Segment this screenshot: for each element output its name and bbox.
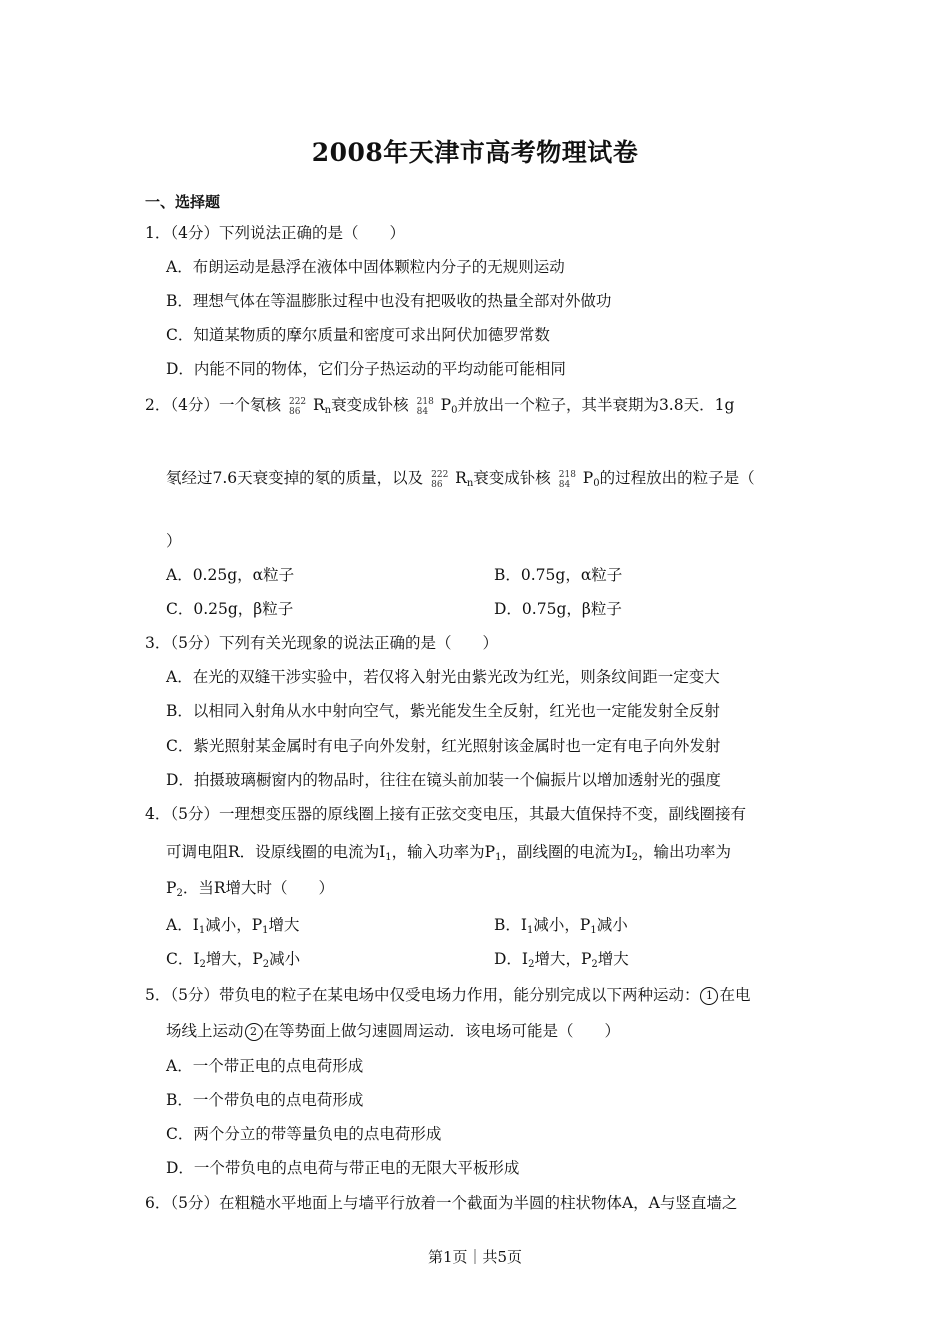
option-text: A．I [166, 916, 199, 934]
nuclide-subscript: n [466, 478, 474, 489]
q4-option-d [494, 948, 629, 970]
nuclide-symbol: P [440, 396, 452, 414]
q5-option-c: C．两个分立的带等量负电的点电荷形成 [166, 1125, 442, 1143]
option-text: 减小 [596, 916, 628, 934]
q2-option-b: B．0.75g，α粒子 [494, 566, 623, 584]
q4-text: 可调电阻R．设原线圈的电流为I [166, 843, 386, 861]
q2-option-a: A．0.25g，α粒子 [166, 566, 295, 584]
nuclide-symbol: R [312, 396, 325, 414]
nuclide-symbol: R [455, 469, 467, 487]
subscript: 2 [262, 959, 270, 970]
q2-text: 衰变成钋核 [473, 469, 551, 487]
option-text: 减小 [269, 950, 301, 968]
nuclide-mass-number: 222 [431, 470, 449, 480]
q4-text: P [166, 879, 177, 897]
nuclide-atomic-number: 84 [416, 407, 429, 417]
q2-stem-line2 [166, 467, 755, 489]
nuclide-atomic-number: 84 [558, 480, 571, 490]
subscript: 1 [527, 925, 534, 936]
section-heading: 一、选择题 [145, 193, 221, 211]
option-text: 增大，P [534, 950, 592, 968]
subscript: 2 [591, 959, 598, 970]
q2-text: 衰变成钋核 [331, 396, 409, 414]
subscript: 2 [199, 959, 206, 970]
q5-stem-line2 [166, 1020, 620, 1042]
q2-option-c: C．0.25g，β粒子 [166, 600, 294, 618]
q4-text: ．当R增大时（ ） [182, 879, 334, 897]
q3-option-b: B．以相同入射角从水中射向空气，紫光能发生全反射，红光也一定能发射全反射 [166, 702, 720, 720]
q1-option-a: A．布朗运动是悬浮在液体中固体颗粒内分子的无规则运动 [166, 258, 565, 276]
radon-nuclide [431, 467, 453, 489]
q5-option-d: D．一个带负电的点电荷与带正电的无限大平板形成 [166, 1159, 520, 1177]
q5-option-a: A．一个带正电的点电荷形成 [166, 1057, 364, 1075]
q4-stem-line2 [166, 841, 731, 863]
q6-stem-line1: 6．（5分）在粗糙水平地面上与墙平行放着一个截面为半圆的柱状物体A，A与竖直墙之 [145, 1194, 738, 1212]
nuclide-mass-number: 222 [288, 397, 307, 407]
nuclide-symbol: P [582, 469, 594, 487]
q5-stem-line1 [145, 984, 751, 1006]
q4-text: ，输入功率为P [391, 843, 496, 861]
nuclide-subscript: 0 [451, 405, 458, 416]
subscript: 1 [590, 925, 597, 936]
q3-option-d: D．拍摄玻璃橱窗内的物品时，往往在镜头前加装一个偏振片以增加透射光的强度 [166, 771, 721, 789]
subscript: 2 [631, 852, 638, 863]
nuclide-mass-number: 218 [416, 397, 434, 407]
option-text: D．I [494, 950, 529, 968]
q5-text: 5．（5分）带负电的粒子在某电场中仅受电场力作用，能分别完成以下两种运动： [145, 986, 700, 1004]
option-text: 增大，P [205, 950, 263, 968]
nuclide-mass-number: 218 [558, 470, 576, 480]
q4-text: ，副线圈的电流为I [501, 843, 632, 861]
q2-text: 2．（4分）一个氡核 [145, 396, 281, 414]
q3-option-c: C．紫光照射某金属时有电子向外发射，红光照射该金属时也一定有电子向外发射 [166, 737, 721, 755]
option-text: 增大 [268, 916, 300, 934]
page-footer: 第1页｜共5页 [427, 1248, 523, 1266]
subscript: 1 [385, 852, 392, 863]
q1-option-d: D．内能不同的物体，它们分子热运动的平均动能可能相同 [166, 360, 566, 378]
q4-option-c [166, 948, 300, 970]
polonium-nuclide [559, 467, 581, 489]
q5-option-b: B．一个带负电的点电荷形成 [166, 1091, 364, 1109]
q4-option-a [166, 914, 300, 936]
q4-stem-line3 [166, 877, 334, 899]
nuclide-atomic-number: 86 [431, 480, 443, 490]
circled-number-1: 1 [700, 987, 718, 1005]
q3-option-a: A．在光的双缝干涉实验中，若仅将入射光由紫光改为红光，则条纹间距一定变大 [166, 668, 720, 686]
q2-text: 并放出一个粒子，其半衰期为3.8天．1g [457, 396, 735, 414]
q5-text: 在电 [719, 986, 751, 1004]
q1-option-c: C．知道某物质的摩尔质量和密度可求出阿伏加德罗常数 [166, 326, 550, 344]
circled-number-2: 2 [245, 1023, 263, 1041]
q5-text: 场线上运动 [166, 1022, 244, 1040]
option-text: 增大 [597, 950, 629, 968]
nuclide-subscript: 0 [593, 478, 600, 489]
q4-text: ，输出功率为 [637, 843, 731, 861]
q5-text: 在等势面上做匀速圆周运动．该电场可能是（ ） [263, 1022, 621, 1040]
option-text: C．I [166, 950, 200, 968]
option-text: 减小，P [205, 916, 263, 934]
subscript: 1 [198, 925, 206, 936]
radon-nuclide [289, 394, 311, 416]
subscript: 1 [262, 925, 269, 936]
q2-text: 的过程放出的粒子是（ [599, 469, 755, 487]
q2-text: 氡经过7.6天衰变掉的氡的质量，以及 [166, 469, 424, 487]
nuclide-atomic-number: 86 [288, 407, 301, 417]
option-text: B．I [494, 916, 528, 934]
nuclide-subscript: n [324, 405, 332, 416]
page-title: 2008年天津市高考物理试卷 [311, 138, 639, 167]
q3-stem: 3．（5分）下列有关光现象的说法正确的是（ ） [145, 634, 498, 652]
q2-stem-line3: ） [166, 532, 182, 550]
option-text: 减小，P [533, 916, 591, 934]
q4-option-b [494, 914, 628, 936]
subscript: 2 [176, 888, 183, 899]
subscript: 1 [495, 852, 502, 863]
q1-stem: 1．（4分）下列说法正确的是（ ） [145, 224, 405, 242]
q4-stem-line1: 4．（5分）一理想变压器的原线圈上接有正弦交变电压，其最大值保持不变，副线圈接有 [145, 805, 746, 823]
q2-stem-line1 [145, 394, 734, 416]
q1-option-b: B．理想气体在等温膨胀过程中也没有把吸收的热量全部对外做功 [166, 292, 612, 310]
subscript: 2 [528, 959, 535, 970]
polonium-nuclide [417, 394, 439, 416]
q2-option-d: D．0.75g，β粒子 [494, 600, 622, 618]
